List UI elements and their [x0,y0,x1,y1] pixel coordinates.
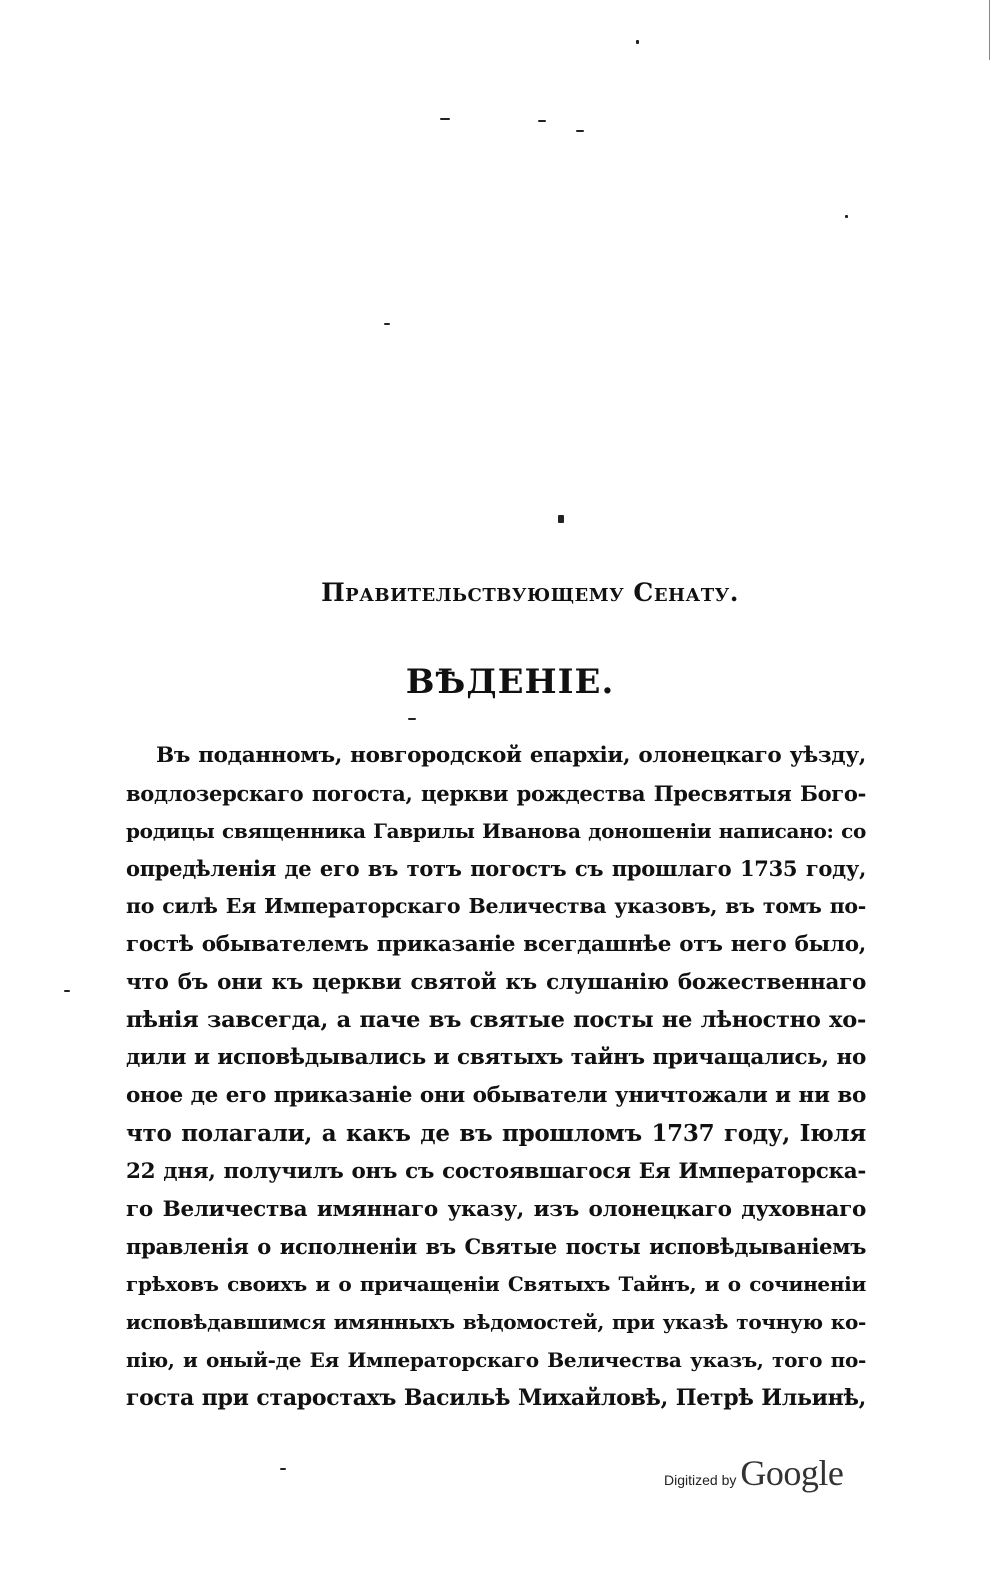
text-line: родицы священника Гаврилы Иванова доношеніи написано: со [126,818,866,843]
scan-speck [440,118,450,120]
addressee-line: Правительствующему Сенату. [321,578,739,607]
text-line: дили и исповѣдывались и святыхъ тайнъ причащались, но [126,1045,866,1071]
text-line: госта при старостахъ Васильѣ Михайловѣ, Петрѣ Ильинѣ, [126,1384,866,1411]
text-line: по силѣ Ея Императорскаго Величества указовъ, въ томъ по- [126,894,866,919]
text-line: 22 дня, получилъ онъ съ состоявшагося Ея Императорска- [126,1158,866,1184]
text-line: Въ поданномъ, новгородской епархіи, олонецкаго уѣзду, [156,743,866,768]
text-line: водлозерскаго погоста, церкви рождества Пресвятыя Бого- [126,780,866,806]
text-line: правленія о исполненіи въ Святые посты исповѣдываніемъ [126,1234,866,1260]
watermark-prefix: Digitized by [664,1472,737,1488]
page-edge-line [989,0,990,60]
text-line: что полагали, а какъ де въ прошломъ 1737 году, Іюля [126,1119,866,1147]
text-line: пію, и оный-де Ея Императорскаго Величества указъ, того по- [126,1347,866,1372]
digitized-watermark [664,1452,843,1494]
text-line: исповѣдавшимся имянныхъ вѣдомостей, при указѣ точную ко- [126,1309,866,1334]
scan-speck [408,718,416,720]
text-line: гостѣ обывателемъ приказаніе всегдашнѣе отъ него было, [126,931,866,957]
scan-speck [576,130,584,132]
text-line: го Величества имяннаго указу, изъ олонецкаго духовнаго [126,1196,866,1222]
text-line: пѣнія завсегда, а паче въ святые посты не лѣностно хо- [126,1006,866,1033]
document-heading: ВѢДЕНІЕ. [405,662,615,702]
text-line: что бъ они къ церкви святой къ слушанію божественнаго [126,969,866,995]
scan-speck [636,40,639,44]
scan-speck [845,215,848,218]
scan-speck [384,323,390,325]
body-text [126,737,866,1417]
scan-speck [558,515,564,523]
text-line: опредѣленія де его въ тотъ погостъ съ прошлаго 1735 году, [126,856,866,882]
google-logo: Google [740,1453,844,1493]
text-line: грѣховъ своихъ и о причащеніи Святыхъ Тайнъ, и о сочиненіи [126,1272,866,1297]
text-line: оное де его приказаніе они обыватели уничтожали и ни во [126,1083,866,1109]
scan-speck [538,120,546,122]
scan-speck [280,1468,286,1470]
scan-speck [64,990,70,992]
